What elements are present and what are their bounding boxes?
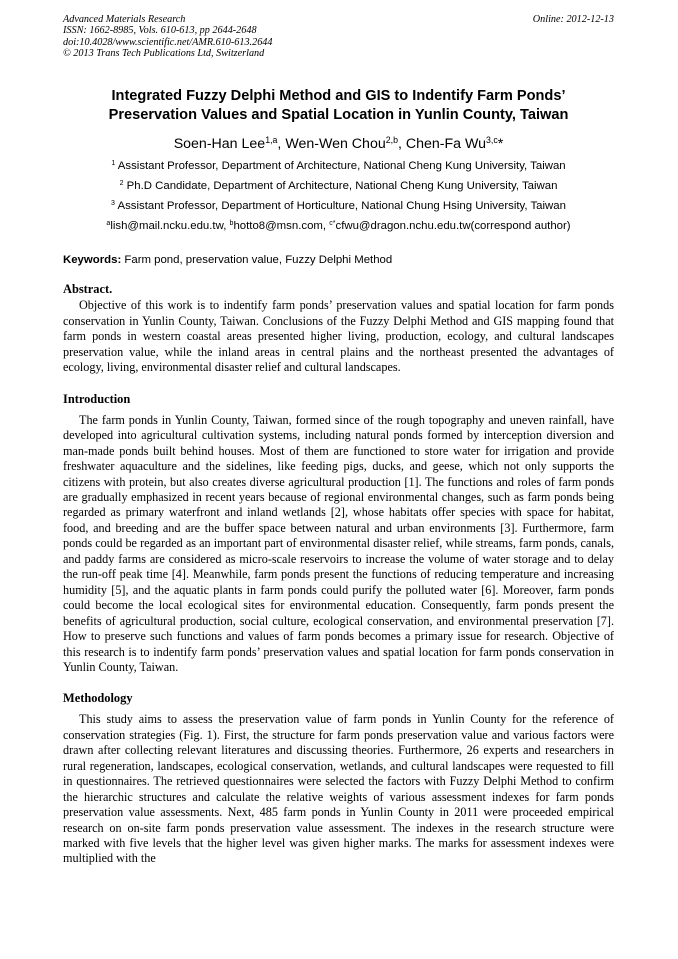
abstract-heading: Abstract. bbox=[63, 282, 113, 297]
abstract-paragraph: Objective of this work is to indentify farm ponds’ preservation values and spatial location for farm ponds conservation in Yunlin County, Taiwan. Conclusions of the Fuzzy Delphi Method and GIS mapping found that farm ponds in western coastal areas presented higher living, production, ecology, and cultural landscapes preservation value, while the inland areas in central plains and the northeast presented the advantages of ecology, living, environmental disaster relief and cultural landscapes. bbox=[63, 298, 614, 375]
email-line bbox=[63, 216, 614, 236]
journal-name: Advanced Materials Research bbox=[63, 14, 186, 25]
affiliation-3 bbox=[63, 196, 614, 216]
paper-title bbox=[63, 87, 614, 125]
author-list bbox=[63, 135, 614, 153]
introduction-paragraph: The farm ponds in Yunlin County, Taiwan, formed since of the rough topography and uneven rainfall, have developed into agricultural cultivation systems, including natural ponds formed by interception diversion and man-made ponds built behind houses. Most of them are functioned to store water for irrigation and provide freshwater aquaculture and the sidelines, like feeding pigs, ducks, and geese, which not only supports the citizens with protein, but also creates diverse agricultural production [1]. The functions and roles of farm ponds are gradually emphasized in recent years because of regional environmental changes, such as farm ponds being regarded as primary waterfront and inland wetlands [2], whose habitats offer species with space for habitat, food, and breeding and are the buffer space between natural and urban environments [3]. Furthermore, farm ponds could be regarded as an important part of environmental disaster relief, while streams, farm ponds, canals, and paddy farms are considered as micro-scale reservoirs to increase the volume of water storage and to delay the run-off peak time [4]. Meanwhile, farm ponds present the functions of reducing temperature and increasing humidity [5], and the aquatic plants in farm ponds could purify the polluted water [6]. Moreover, farm ponds could become the local ecological sites for environmental education. Consequently, farm ponds present the benefits of agricultural production, social culture, ecological conservation, and environmental preservation [7]. How to preserve such functions and values of farm ponds becomes a primary issue for research. Objective of this research is to indentify farm ponds’ preservation values and spatial location for farm ponds conservation in Yunlin County, Taiwan. bbox=[63, 412, 614, 674]
author-sep-2: , bbox=[397, 135, 406, 152]
doi-line[interactable]: doi:10.4028/www.scientific.net/AMR.610-613.2644 bbox=[63, 36, 273, 48]
keywords-text: Farm pond, preservation value, Fuzzy Delphi Method bbox=[121, 254, 393, 267]
email-a[interactable]: lish@mail.ncku.edu.tw, bbox=[110, 220, 230, 233]
journal-header bbox=[63, 14, 614, 60]
online-date: Online: 2012-12-13 bbox=[532, 14, 614, 25]
copyright-line: © 2013 Trans Tech Publications Ltd, Switzerland bbox=[63, 48, 265, 60]
header-left bbox=[63, 14, 272, 60]
methodology-paragraph: This study aims to assess the preservation value of farm ponds in Yunlin County for the reference of conservation strategies (Fig. 1). First, the structure for farm ponds preservation value and various factors were drawn after collecting relevant literatures and discussing theories. Furthermore, 26 experts and researchers in rural regeneration, landscapes, ecological conservation, wetlands, and cultural landscapes were requested to fill in questionnaires. The retrieved questionnaires were selected the factors with Fuzzy Delphi Method to confirm the hierarchic structures and calculate the relative weights of various assessment indexes for farm ponds preservation value assessments. Next, 485 farm ponds in Yunlin County in 2011 were proceeded empirical research on on-site farm ponds preservation value assessment. The indexes in the research structure were marked with five levels that the higher level was given higher marks. The marks for assessment indexes were multiplied with the bbox=[63, 712, 614, 866]
author-3-sup: 3,c bbox=[486, 134, 498, 145]
email-a-sup: a bbox=[106, 220, 111, 228]
affiliation-3-sup: 3 bbox=[111, 200, 115, 208]
email-b-sup: b bbox=[229, 220, 234, 228]
corresponding-star: * bbox=[497, 135, 504, 152]
introduction-heading: Introduction bbox=[63, 391, 131, 406]
issn-line: ISSN: 1662-8985, Vols. 610-613, pp 2644-2648 bbox=[63, 25, 257, 37]
affiliation-2-sup: 2 bbox=[119, 179, 124, 187]
affiliation-1 bbox=[63, 156, 614, 176]
title-line-2: Preservation Values and Spatial Location in Yunlin County, Taiwan bbox=[108, 106, 569, 123]
author-3-name: Chen-Fa Wu bbox=[405, 135, 487, 152]
author-1-sup: 1,a bbox=[265, 134, 278, 145]
author-sep-1: , bbox=[277, 135, 286, 152]
methodology-heading: Methodology bbox=[63, 691, 133, 706]
email-b[interactable]: hotto8@msn.com, bbox=[233, 220, 330, 233]
email-c-sup: c* bbox=[329, 220, 336, 228]
affiliation-3-text: Assistant Professor, Department of Horticulture, National Chung Hsing University, Taiwan bbox=[114, 200, 566, 213]
affiliation-2-text: Ph.D Candidate, Department of Architecture, National Cheng Kung University, Taiwan bbox=[123, 179, 558, 192]
author-2-sup: 2,b bbox=[385, 134, 398, 145]
author-1-name: Soen-Han Lee bbox=[173, 135, 266, 152]
author-2-name: Wen-Wen Chou bbox=[285, 135, 386, 152]
keywords-line bbox=[63, 253, 614, 268]
affiliation-2 bbox=[63, 176, 614, 196]
email-c[interactable]: cfwu@dragon.nchu.edu.tw(correspond author) bbox=[335, 220, 571, 233]
affiliations bbox=[63, 156, 614, 237]
affiliation-1-text: Assistant Professor, Department of Architecture, National Cheng Kung University, Taiwan bbox=[115, 159, 566, 172]
affiliation-1-sup: 1 bbox=[111, 159, 116, 167]
title-line-1: Integrated Fuzzy Delphi Method and GIS to Indentify Farm Ponds’ bbox=[111, 87, 566, 104]
keywords-label: Keywords: bbox=[63, 254, 122, 267]
